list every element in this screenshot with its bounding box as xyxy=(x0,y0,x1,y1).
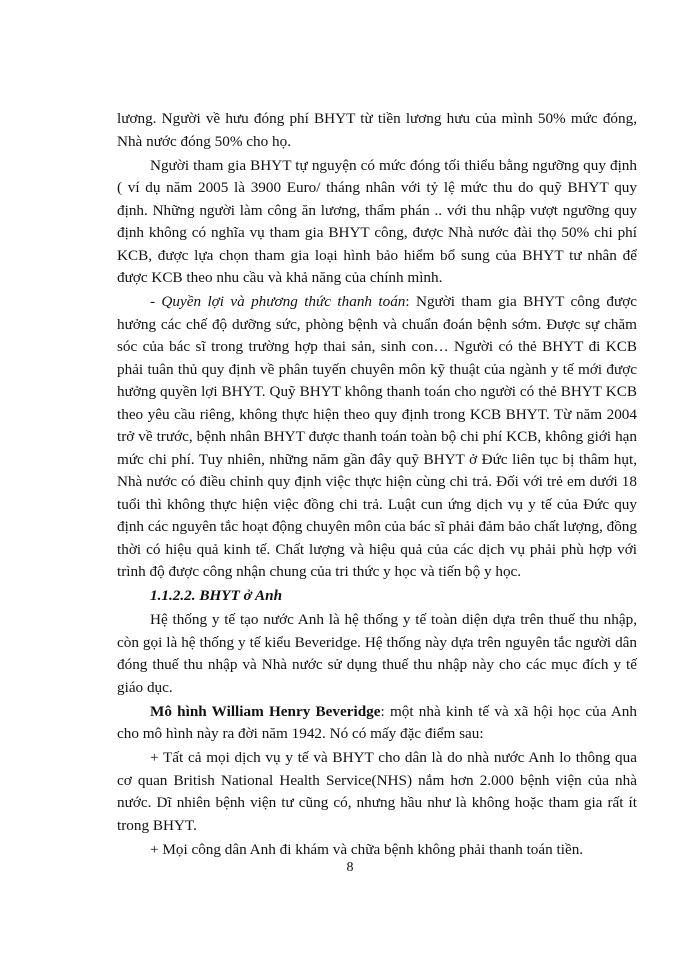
page-number: 8 xyxy=(346,860,354,875)
paragraph-6: + Tất cả mọi dịch vụ y tế và BHYT cho dân là do nhà nước Anh lo thông qua cơ quan British National Health Service(NHS) nắm hơn 2.000 bệnh viện của nhà nước. Dĩ nhiên bệnh viện tư cũng có, nhưng hầu như là không hoặc tham gia rất ít trong BHYT. xyxy=(117,749,637,834)
section-heading: 1.1.2.2. BHYT ở Anh xyxy=(150,587,283,604)
paragraph-5-text: : một nhà kinh tế và xã hội học của Anh cho mô hình này ra đời năm 1942. Nó có mấy đặc điểm sau: xyxy=(117,702,637,742)
paragraph-4: Hệ thống y tế tạo nước Anh là hệ thống y tế toàn diện dựa trên thuế thu nhập, còn gọi là hệ thống y tế kiểu Beveridge. Hệ thống này dựa trên nguyên tắc người dân đóng thuế thu nhập và Nhà nước sử dụng thuế thu nhập này cho các mục đích y tế giáo dục. xyxy=(117,611,637,696)
paragraph-1: lương. Người về hưu đóng phí BHYT từ tiền lương hưu của mình 50% mức đóng, Nhà nước đóng 50% cho họ. xyxy=(117,110,637,150)
body-text xyxy=(117,108,637,863)
paragraph-5-lead: Mô hình William Henry Beveridge xyxy=(150,702,381,720)
paragraph-3-text: : Người tham gia BHYT công được hưởng các chế độ dưỡng sức, phòng bệnh và chuẩn đoán bệnh sớm. Được sự chăm sóc của bác sĩ trong trường hợp thai sản, sinh con… Người có thẻ BHYT đi KCB phải tuân thủ quy định về phân tuyến chuyên môn kỹ thuật của ngành y tế mới được hưởng quyền lợi BHYT. Quỹ BHYT không thanh toán cho người có thẻ BHYT KCB theo yêu cầu riêng, không thực hiện theo quy định trong KCB BHYT. Từ năm 2004 trở về trước, bệnh nhân BHYT được thanh toán toàn bộ chi phí KCB, không giới hạn mức chi phí. Tuy nhiên, những năm gần đây quỹ BHYT ở Đức liên tục bị thâm hụt, Nhà nước có điều chỉnh quy định việc thực hiện cùng chi trả. Đối với trẻ em dưới 18 tuổi thì không thực hiện việc đồng chi trả. Luật cun ứng dịch vụ y tế của Đức quy định các nguyên tắc hoạt động chuyên môn của bác sĩ phải đảm bảo chất lượng, đồng thời có hiệu quả kinh tế. Chất lượng và hiệu quả của các dịch vụ phải phù hợp với trình độ được công nhận chung của tri thức y học và tiến bộ y học. xyxy=(117,293,637,580)
paragraph-3 xyxy=(117,291,637,584)
paragraph-2: Người tham gia BHYT tự nguyện có mức đóng tối thiểu bằng ngưỡng quy định ( ví dụ năm 2005 là 3900 Euro/ tháng nhân với tỷ lệ mức thu do quỹ BHYT quy định. Những người làm công ăn lương, thẩm phán .. với thu nhập vượt ngưỡng quy định không có nghĩa vụ tham gia BHYT công, được Nhà nước đài thọ 50% chi phí KCB, được lựa chọn tham gia loại hình bảo hiểm bổ sung của BHYT tư nhân để được KCB theo nhu cầu và khả năng của chính mình. xyxy=(117,156,637,286)
paragraph-7: + Mọi công dân Anh đi khám và chữa bệnh không phải thanh toán tiền. xyxy=(150,840,584,858)
paragraph-5 xyxy=(117,701,637,746)
paragraph-3-lead: - Quyền lợi và phương thức thanh toán xyxy=(150,293,406,310)
